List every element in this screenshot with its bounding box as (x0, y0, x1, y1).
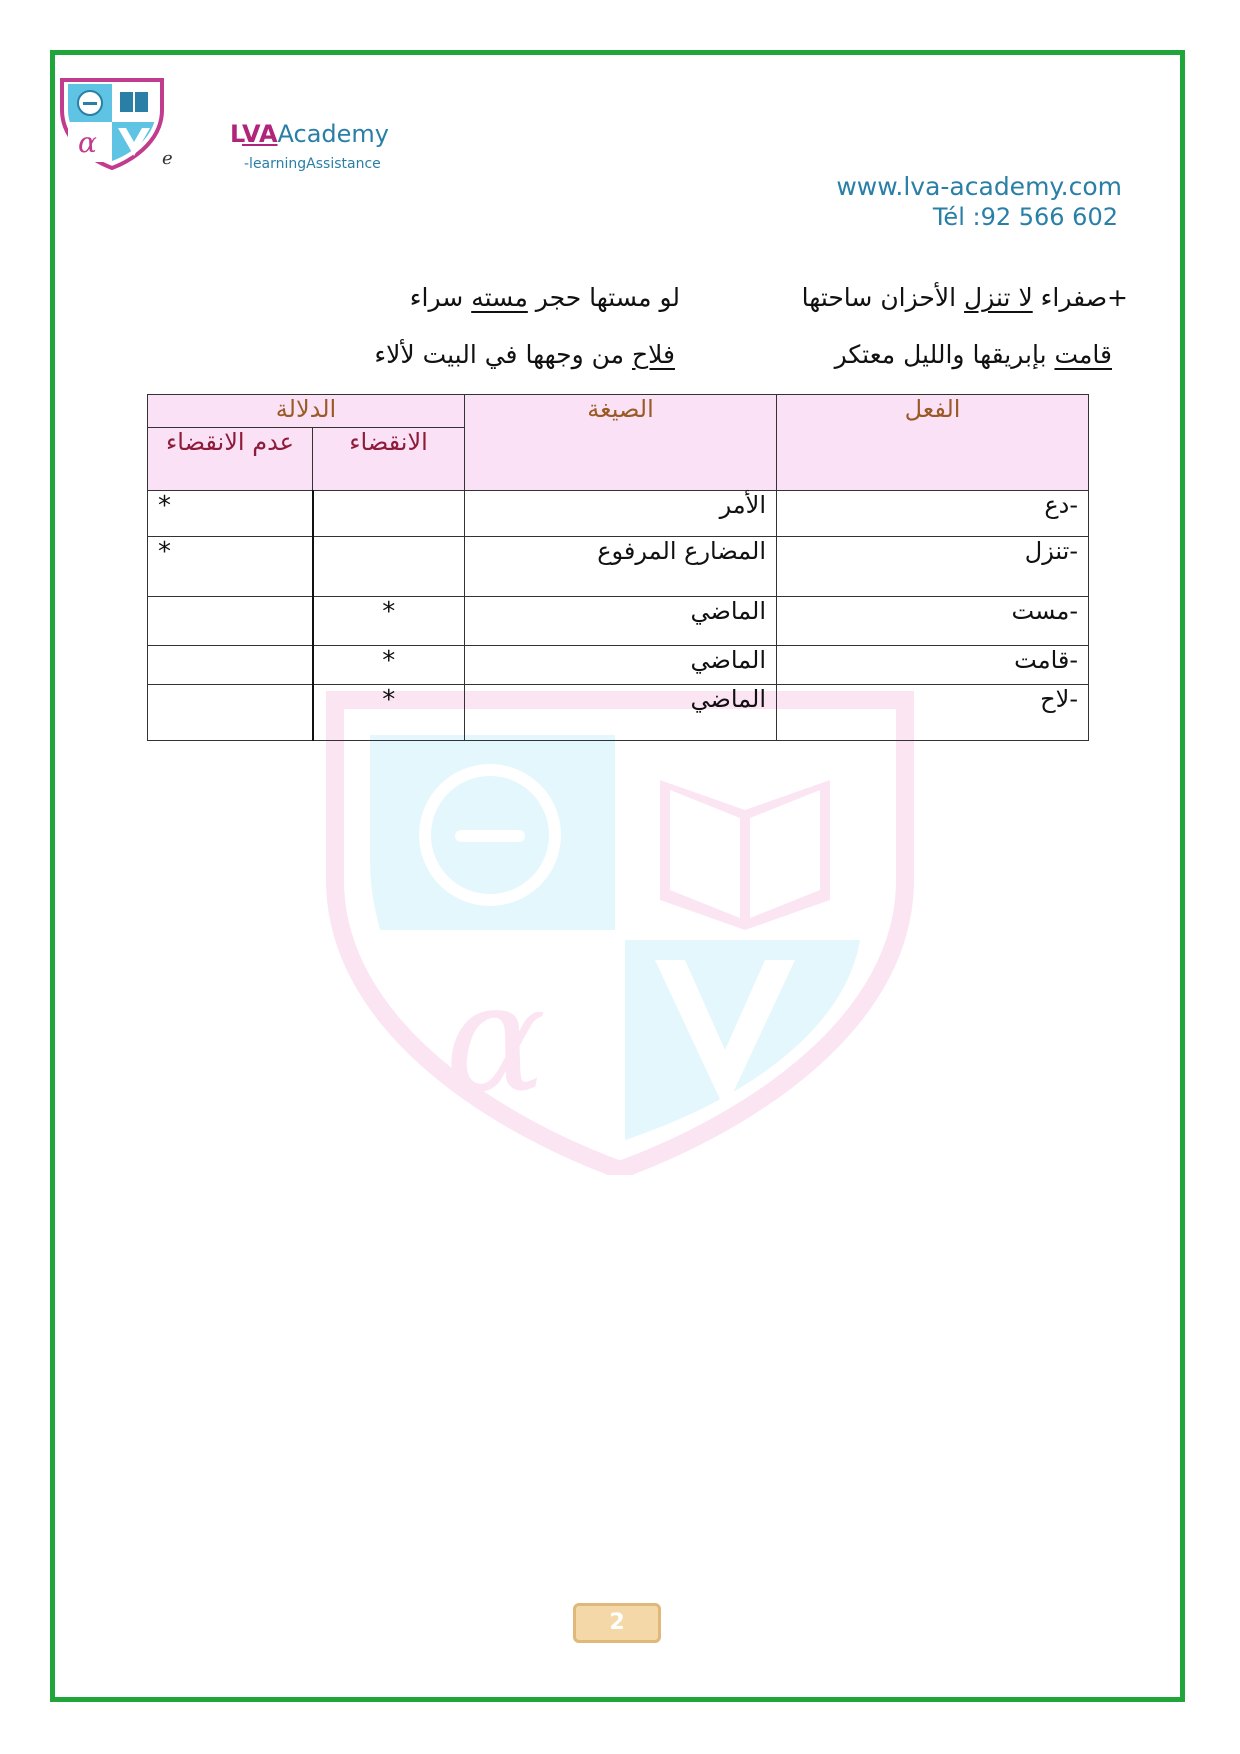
header-verb: الفعل (777, 395, 1089, 491)
header-meaning: الدلالة (148, 395, 465, 428)
logo-watermark-icon (325, 690, 915, 1175)
table-row (148, 491, 1089, 537)
academy-logo-icon (58, 76, 166, 170)
cell-form: الماضي (465, 646, 777, 685)
header-form: الصيغة (465, 395, 777, 491)
cell-form: الأمر (465, 491, 777, 537)
verb-analysis-table (147, 394, 1089, 741)
phone-number: Tél :92 566 602 (932, 203, 1118, 231)
cell-ended (313, 491, 465, 537)
svg-text:α: α (445, 952, 547, 1126)
website-url: www.lva-academy.com (836, 172, 1122, 201)
cell-ended: * (313, 685, 465, 741)
cell-not-ended (148, 597, 313, 646)
table-row (148, 537, 1089, 597)
cell-not-ended (148, 646, 313, 685)
header-ended: الانقضاء (313, 428, 465, 491)
cell-verb: -مست (777, 597, 1089, 646)
header-not-ended: عدم الانقضاء (148, 428, 313, 491)
cell-verb: -دع (777, 491, 1089, 537)
cell-verb: -لاح (777, 685, 1089, 741)
verse-line2-first-hemistich: قامت بإبريقها والليل معتكر (834, 340, 1112, 369)
brand-tagline: -learningAssistance (244, 156, 381, 172)
cell-verb: -قامت (777, 646, 1089, 685)
cell-ended (313, 537, 465, 597)
brand-name: LVAAcademy (230, 120, 390, 148)
cell-form: الماضي (465, 685, 777, 741)
cell-form: الماضي (465, 597, 777, 646)
table-row (148, 597, 1089, 646)
logo-letter-e: e (162, 148, 173, 169)
page-number-badge: 2 (573, 1603, 661, 1643)
verse-line1-first-hemistich: +صفراء لا تنزل الأحزان ساحتها (801, 283, 1128, 312)
cell-verb: -تنزل (777, 537, 1089, 597)
cell-not-ended: * (148, 537, 313, 597)
table-row (148, 646, 1089, 685)
cell-ended: * (313, 646, 465, 685)
verse-line2-second-hemistich: فلاح من وجهها في البيت لألاء (374, 340, 675, 369)
cell-not-ended: * (148, 491, 313, 537)
cell-not-ended (148, 685, 313, 741)
verse-line1-second-hemistich: لو مستها حجر مسته سراء (409, 283, 680, 312)
cell-form: المضارع المرفوع (465, 537, 777, 597)
table-row (148, 685, 1089, 741)
cell-ended: * (313, 597, 465, 646)
svg-text:α: α (78, 126, 97, 159)
